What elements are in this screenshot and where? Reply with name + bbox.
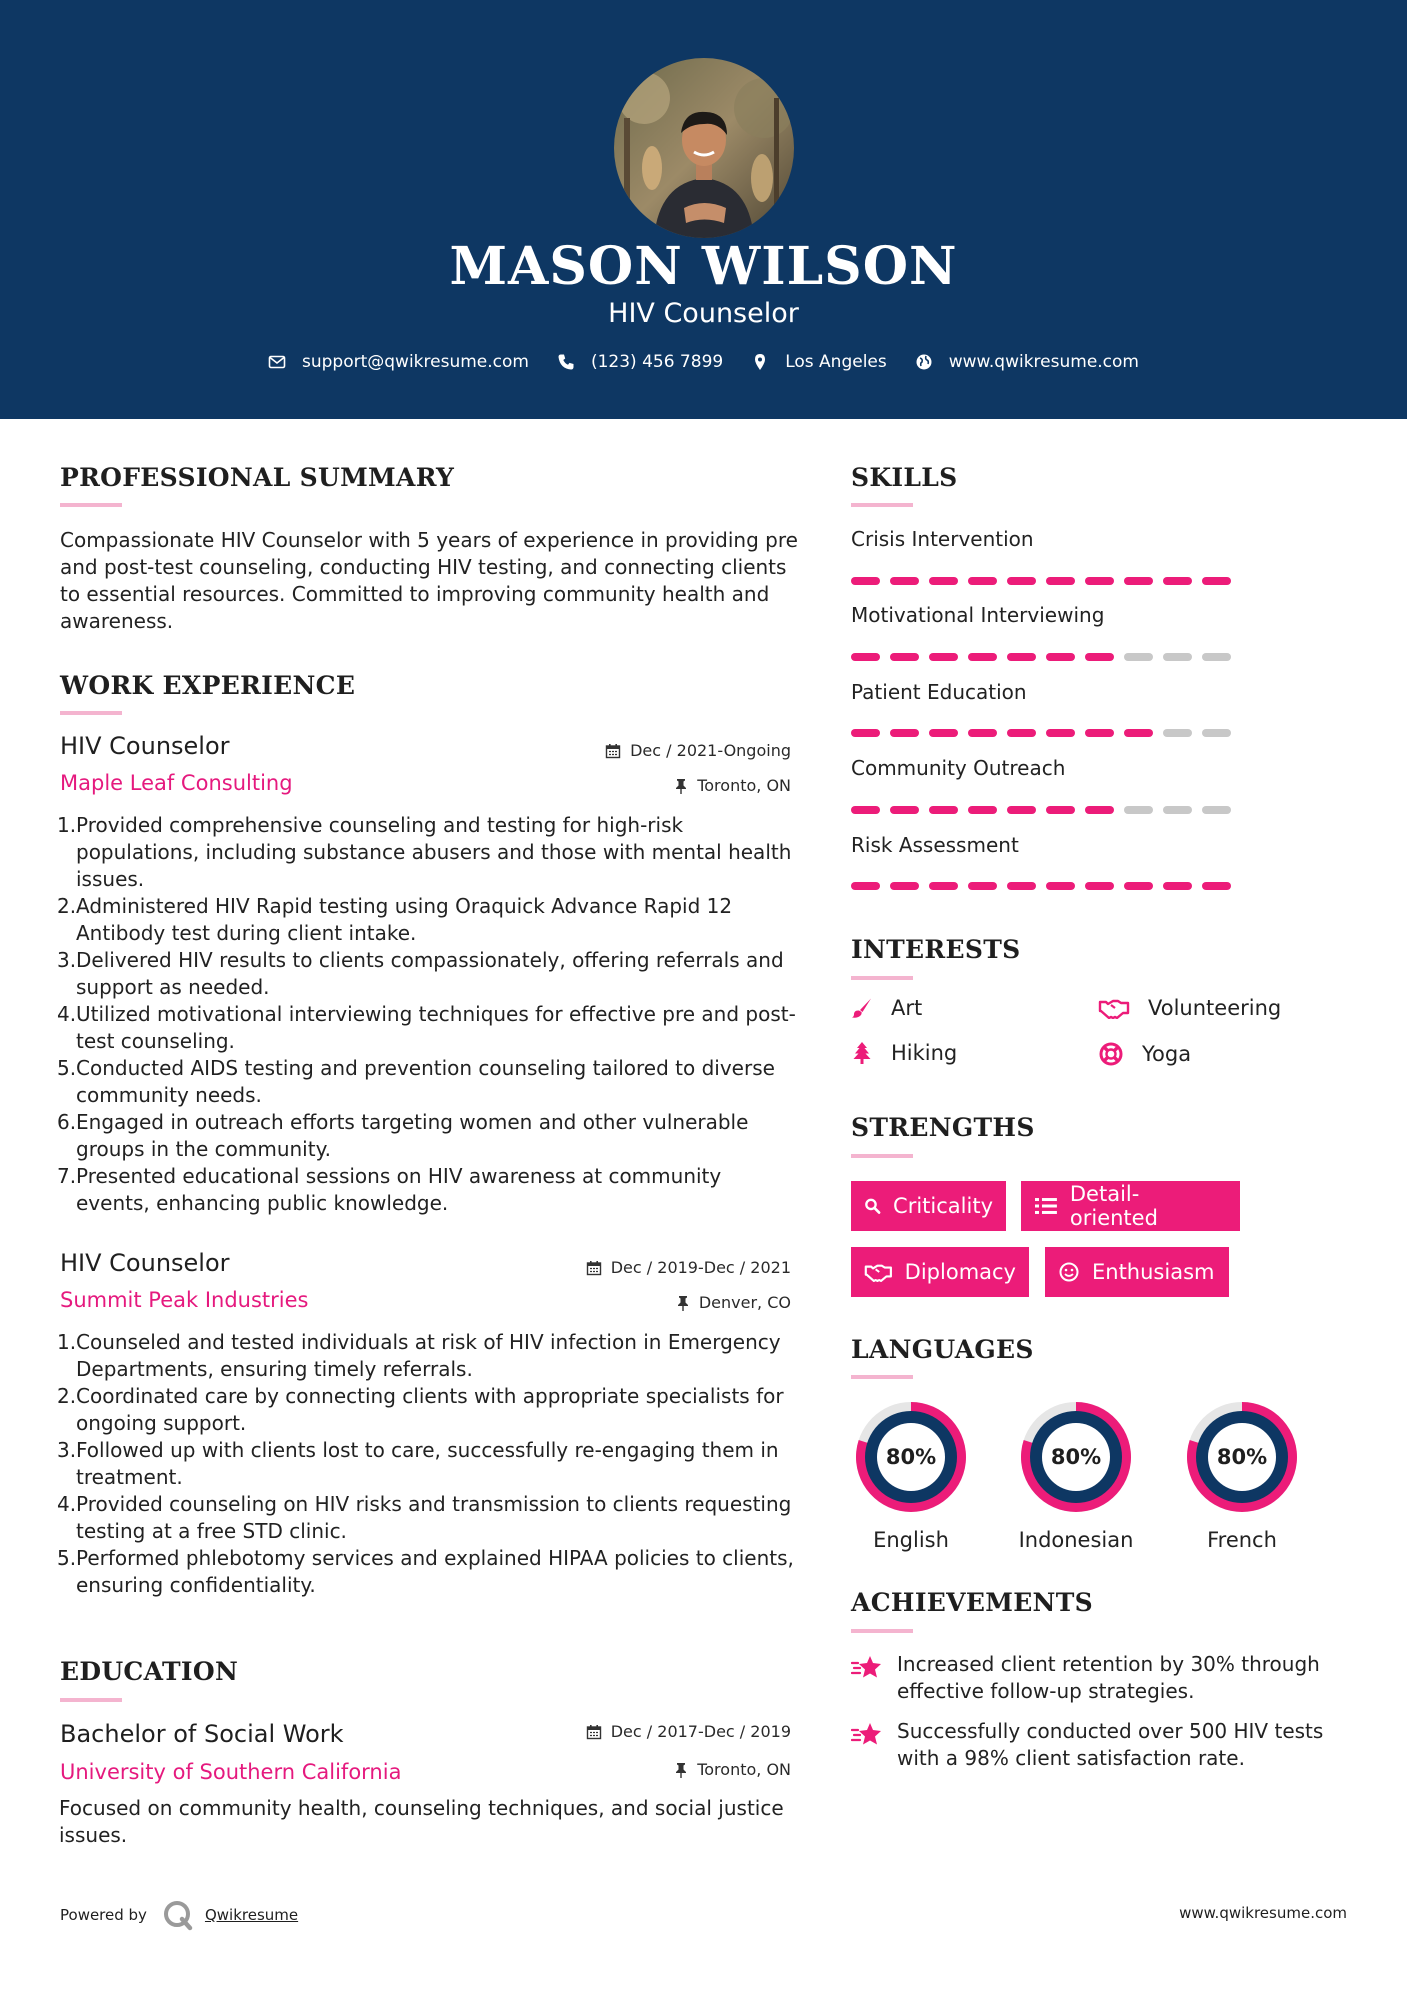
interests-heading: INTERESTS [851, 935, 1021, 964]
language-ring [1181, 1396, 1303, 1518]
resume-header [0, 0, 1407, 419]
summary-heading: PROFESSIONAL SUMMARY [60, 463, 455, 492]
list-item: 5. Performed phlebotomy services and explained HIPAA policies to clients, ensuring confidentiality. [57, 1546, 794, 1597]
globe-icon [915, 353, 933, 371]
language-name: English [873, 1528, 949, 1552]
education-location-text: Toronto, ON [697, 1760, 791, 1779]
powered-by-label: Powered by [60, 1906, 147, 1924]
skill-dash [851, 806, 880, 814]
languages-heading: LANGUAGES [851, 1335, 1034, 1364]
skill-dash [890, 729, 919, 737]
candidate-name: MASON WILSON [449, 236, 958, 297]
summary-heading-rule [60, 503, 122, 507]
envelope-icon [268, 353, 286, 371]
school-name: University of Southern California [60, 1760, 402, 1784]
skill-dash [929, 577, 958, 585]
shooting-star-icon [851, 1721, 883, 1747]
lifebuoy-icon [1098, 1041, 1124, 1067]
skill-dash [1202, 806, 1231, 814]
skill-dash [1124, 806, 1153, 814]
skill-label: Patient Education [851, 680, 1027, 704]
list-item: 3. Followed up with clients lost to care, successfully re-engaging them in treatment. [57, 1438, 779, 1489]
achievement-item [851, 1718, 1356, 1772]
skill-level-bar [851, 577, 1241, 585]
company-name: Maple Leaf Consulting [60, 771, 293, 795]
strength-chip [1045, 1247, 1229, 1297]
summary-text: Compassionate HIV Counselor with 5 years of experience in providing pre and post-test counseling, conducting HIV testing, and connecting clients to essential resources. Committed to improving community health and awareness. [60, 528, 798, 633]
contact-email[interactable] [268, 352, 529, 372]
phone-text: (123) 456 7899 [590, 352, 724, 372]
contact-website[interactable] [915, 352, 1139, 372]
skill-dash [929, 882, 958, 890]
email-text: support@qwikresume.com [302, 352, 529, 372]
skill-dash [1124, 653, 1153, 661]
skill-dash [929, 729, 958, 737]
candidate-role: HIV Counselor [608, 298, 799, 329]
skill-dash [1007, 577, 1036, 585]
contact-location [751, 352, 887, 372]
achievements-heading: ACHIEVEMENTS [851, 1588, 1093, 1617]
strength-chip [851, 1247, 1029, 1297]
job-dates-text: Dec / 2019-Dec / 2021 [610, 1258, 791, 1277]
job-dates [500, 741, 791, 760]
location-text: Los Angeles [785, 352, 887, 372]
achievement-text: Increased client retention by 30% through effective follow-up strategies. [897, 1652, 1320, 1703]
website-text: www.qwikresume.com [948, 352, 1139, 372]
list-item: 1. Provided comprehensive counseling and testing for high-risk populations, including substance abusers and those with mental health issues. [57, 813, 792, 891]
skill-dash [968, 806, 997, 814]
skill-dash [1046, 806, 1075, 814]
skill-dash [890, 577, 919, 585]
skill-dash [1085, 653, 1114, 661]
strength-label: Enthusiasm [1092, 1260, 1215, 1284]
skill-dash [1124, 577, 1153, 585]
achievement-item [851, 1651, 1356, 1705]
languages-heading-rule [851, 1375, 913, 1379]
handshake-icon [864, 1262, 893, 1282]
education-dates-text: Dec / 2017-Dec / 2019 [610, 1722, 791, 1741]
education-dates [500, 1722, 791, 1741]
experience-heading: WORK EXPERIENCE [60, 671, 356, 700]
skill-label: Motivational Interviewing [851, 603, 1105, 627]
list-icon [1034, 1196, 1058, 1216]
calendar-icon [586, 1724, 602, 1740]
skill-level-bar [851, 729, 1241, 737]
skill-dash [1046, 653, 1075, 661]
skill-dash [968, 882, 997, 890]
skill-dash [851, 653, 880, 661]
education-description: Focused on community health, counseling techniques, and social justice issues. [59, 1796, 784, 1847]
list-item: 3. Delivered HIV results to clients compassionately, offering referrals and support as needed. [57, 948, 784, 999]
language-name: Indonesian [1018, 1528, 1134, 1552]
experience-heading-rule [60, 711, 122, 715]
pushpin-icon [674, 1762, 688, 1778]
language-name: French [1207, 1528, 1277, 1552]
language-ring [850, 1396, 972, 1518]
skill-dash [1085, 729, 1114, 737]
skill-dash [890, 882, 919, 890]
skill-dash [968, 577, 997, 585]
list-item: 4. Utilized motivational interviewing techniques for effective pre and post-test counseling. [57, 1002, 796, 1053]
education-heading-rule [60, 1698, 122, 1702]
strength-label: Detail-oriented [1069, 1182, 1158, 1230]
list-item: 5. Conducted AIDS testing and prevention counseling tailored to diverse community needs. [57, 1056, 775, 1107]
language-percent: 80% [1216, 1445, 1268, 1469]
strengths-heading-rule [851, 1154, 913, 1158]
interest-item [1098, 1041, 1191, 1067]
footer-brand-link[interactable]: Qwikresume [204, 1906, 299, 1924]
skill-dash [1202, 577, 1231, 585]
strength-chip [1021, 1181, 1240, 1231]
skill-dash [1046, 882, 1075, 890]
map-pin-icon [751, 353, 769, 371]
language-item [1181, 1396, 1303, 1552]
qwikresume-logo-icon [161, 1898, 195, 1932]
strengths-heading: STRENGTHS [851, 1113, 1035, 1142]
skill-dash [1163, 806, 1192, 814]
skill-dash [1085, 882, 1114, 890]
job-location-text: Toronto, ON [697, 776, 791, 795]
profile-photo [614, 58, 794, 238]
language-item [850, 1396, 972, 1552]
footer-powered-by [60, 1898, 298, 1932]
achievements-heading-rule [851, 1629, 913, 1633]
interest-label: Hiking [891, 1041, 958, 1065]
paintbrush-icon [851, 997, 873, 1019]
list-item: 2. Administered HIV Rapid testing using Oraquick Advance Rapid 12 Antibody test during client intake. [57, 894, 733, 945]
skill-dash [1007, 729, 1036, 737]
job-location-text: Denver, CO [698, 1293, 791, 1312]
strength-label: Diplomacy [904, 1260, 1016, 1284]
skill-dash [1085, 577, 1114, 585]
job-title: HIV Counselor [60, 1249, 230, 1277]
tree-icon [851, 1041, 873, 1065]
shooting-star-icon [851, 1654, 883, 1680]
skill-dash [968, 653, 997, 661]
job-location [500, 776, 791, 795]
language-percent: 80% [885, 1445, 937, 1469]
language-percent: 80% [1050, 1445, 1102, 1469]
list-item: 7. Presented educational sessions on HIV awareness at community events, enhancing public knowledge. [57, 1164, 722, 1215]
job-duties-list [58, 1329, 798, 1599]
skill-dash [1202, 729, 1231, 737]
calendar-icon [586, 1260, 602, 1276]
strength-label: Criticality [893, 1194, 993, 1218]
list-item: 2. Coordinated care by connecting clients with appropriate specialists for ongoing support. [57, 1384, 784, 1435]
list-item: 4. Provided counseling on HIV risks and transmission to clients requesting testing at a free STD clinic. [57, 1492, 792, 1543]
skill-level-bar [851, 653, 1241, 661]
job-title: HIV Counselor [60, 732, 230, 760]
skill-dash [851, 729, 880, 737]
skill-dash [1163, 653, 1192, 661]
job-dates [500, 1258, 791, 1277]
skill-dash [1163, 577, 1192, 585]
education-heading: EDUCATION [60, 1657, 239, 1686]
job-duties-list [58, 812, 798, 1217]
skill-dash [1202, 653, 1231, 661]
company-name: Summit Peak Industries [60, 1288, 309, 1312]
contact-bar [0, 352, 1407, 372]
education-location [500, 1760, 791, 1779]
list-item: 6. Engaged in outreach efforts targeting women and other vulnerable groups in the community. [57, 1110, 749, 1161]
skills-heading: SKILLS [851, 463, 958, 492]
job-dates-text: Dec / 2021-Ongoing [630, 741, 791, 760]
skill-dash [1163, 882, 1192, 890]
skill-level-bar [851, 882, 1241, 890]
skill-dash [1007, 806, 1036, 814]
language-item [1015, 1396, 1137, 1552]
skill-label: Community Outreach [851, 756, 1066, 780]
interest-item [851, 996, 922, 1020]
degree-title: Bachelor of Social Work [60, 1720, 344, 1748]
contact-phone[interactable] [557, 352, 723, 372]
search-icon [864, 1195, 881, 1217]
skills-heading-rule [851, 503, 913, 507]
strength-chip [851, 1181, 1006, 1231]
skill-dash [929, 806, 958, 814]
skill-dash [968, 729, 997, 737]
interest-label: Art [891, 996, 923, 1020]
footer-website-link[interactable]: www.qwikresume.com [1179, 1904, 1347, 1922]
interest-label: Volunteering [1148, 996, 1282, 1020]
skill-dash [890, 653, 919, 661]
pushpin-icon [676, 1295, 690, 1311]
skill-dash [1202, 882, 1231, 890]
skill-dash [1085, 806, 1114, 814]
handshake-icon [1098, 997, 1130, 1019]
phone-icon [557, 353, 575, 371]
language-ring [1015, 1396, 1137, 1518]
interest-label: Yoga [1142, 1042, 1192, 1066]
interests-heading-rule [851, 976, 913, 980]
smile-icon [1058, 1261, 1080, 1283]
job-location [500, 1293, 791, 1312]
skill-dash [851, 577, 880, 585]
skill-dash [1007, 653, 1036, 661]
list-item: 1. Counseled and tested individuals at risk of HIV infection in Emergency Departments, ensuring timely referrals. [57, 1330, 781, 1381]
interest-item [1098, 996, 1281, 1020]
skill-dash [1007, 882, 1036, 890]
skill-label: Crisis Intervention [851, 527, 1034, 551]
calendar-icon [605, 743, 621, 759]
achievement-text: Successfully conducted over 500 HIV tests with a 98% client satisfaction rate. [897, 1719, 1324, 1770]
skill-dash [1046, 577, 1075, 585]
skill-dash [1124, 882, 1153, 890]
interest-item [851, 1041, 957, 1065]
skill-label: Risk Assessment [851, 833, 1019, 857]
skill-dash [1046, 729, 1075, 737]
skill-dash [1124, 729, 1153, 737]
skill-dash [929, 653, 958, 661]
skill-dash [1163, 729, 1192, 737]
skill-dash [851, 882, 880, 890]
skill-dash [890, 806, 919, 814]
skill-level-bar [851, 806, 1241, 814]
pushpin-icon [674, 778, 688, 794]
